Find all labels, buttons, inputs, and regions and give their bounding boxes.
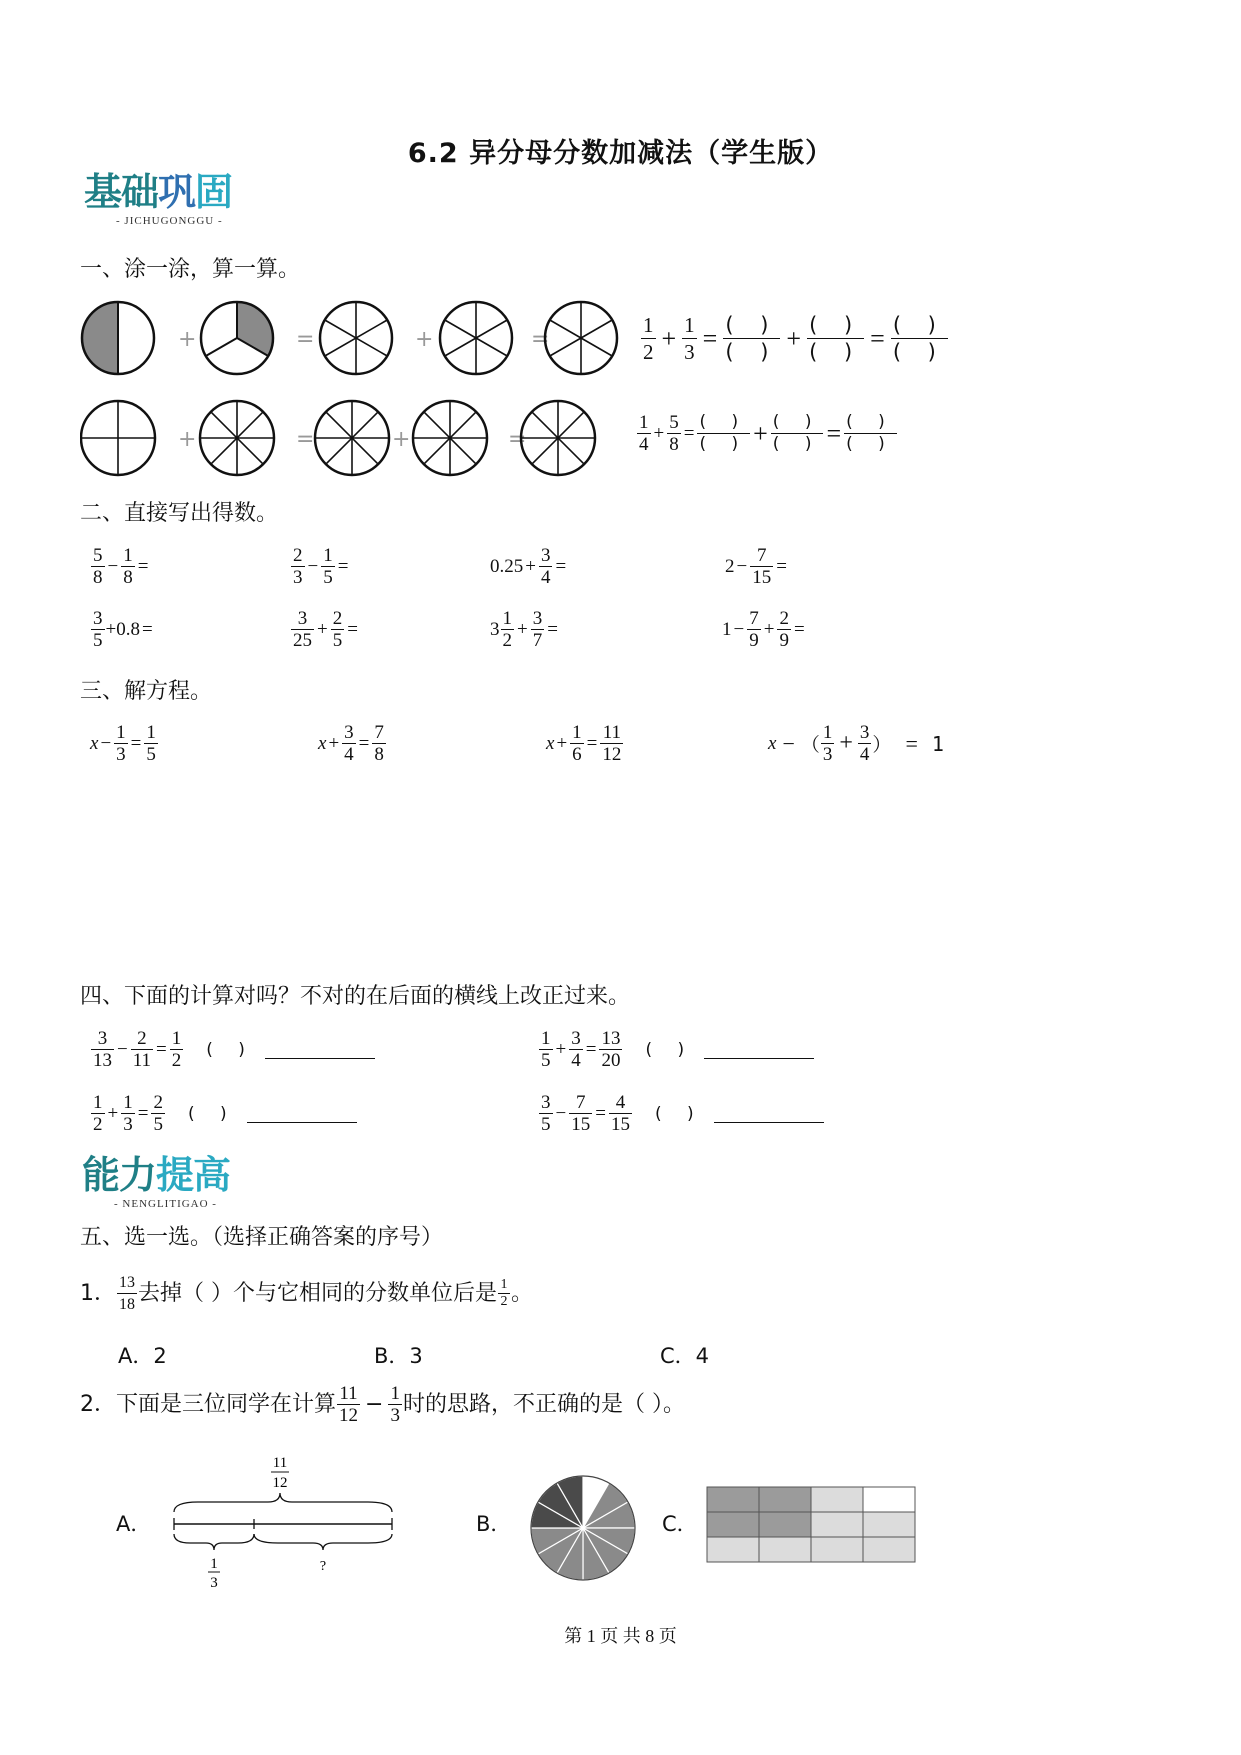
pie-diagram	[518, 1463, 648, 1593]
circle-eighths	[521, 401, 595, 475]
section2-heading: 二、直接写出得数。	[80, 501, 279, 526]
fraction-blank[interactable]: $\frac{( )}{( )}$	[772, 412, 822, 454]
equals-sign: =	[531, 327, 550, 352]
answer-paren[interactable]: ( )	[645, 1039, 695, 1060]
line-segment-diagram	[168, 1450, 408, 1590]
arith-item: $\frac{3}{5}$ +0.8 =	[93, 608, 153, 651]
check-item: $\frac{1}{5}$ + $\frac{3}{4}$ = $\frac{13}{20}$ ( )	[538, 1028, 814, 1071]
answer-line[interactable]	[265, 1057, 375, 1059]
fraction-blank[interactable]: $\frac{( )}{( )}$	[725, 313, 779, 364]
plus-sign: +	[392, 427, 411, 452]
banner-char: 提	[156, 1153, 194, 1197]
banner-nengli	[82, 1155, 230, 1195]
banner-subtitle: - JICHUGONGGU -	[116, 215, 223, 227]
section4-heading: 四、下面的计算对吗？不对的在后面的横线上改正过来。	[80, 984, 631, 1009]
option-a-label[interactable]: A．	[116, 1512, 152, 1536]
check-item: $\frac{1}{2}$ + $\frac{1}{3}$ = $\frac{2}{5}$ ( )	[90, 1092, 357, 1135]
answer-paren[interactable]: ( )	[654, 1103, 704, 1124]
fraction-blank[interactable]: $\frac{( )}{( )}$	[809, 313, 863, 364]
circle-third	[201, 302, 273, 374]
plus-sign: +	[178, 327, 197, 352]
arith-item: 3 $\frac{1}{2}$ + $\frac{3}{7}$ =	[490, 608, 558, 651]
section5-heading: 五、选一选。（选择正确答案的序号）	[80, 1225, 444, 1250]
bottom-label-num: 1	[210, 1556, 218, 1572]
arith-item: $\frac{5}{8}$ − $\frac{1}{8}$ =	[93, 545, 149, 588]
question-2: 2． 下面是三位同学在计算 $\frac{11}{12}$ − $\frac{1}{3}$ 时的思路，不正确的是（ ）。	[80, 1383, 685, 1426]
section3-heading: 三、解方程。	[80, 679, 213, 704]
fraction: $\frac{1}{2}$	[643, 313, 654, 364]
equals-sign: =	[296, 427, 315, 452]
option-a[interactable]: A．2	[118, 1344, 167, 1368]
check-item: $\frac{3}{13}$ − $\frac{2}{11}$ = $\frac{1}{2}$ ( )	[90, 1028, 375, 1071]
circle-diagrams	[80, 300, 620, 500]
bottom-label-den: 3	[210, 1575, 218, 1590]
arith-item: 1 − $\frac{7}{9}$ + $\frac{2}{9}$ =	[722, 608, 805, 651]
equation-4: x − （ $\frac{1}{3}$ + $\frac{3}{4}$ ） = 1	[768, 722, 944, 765]
plus-sign: +	[178, 427, 197, 452]
circle-quarters	[81, 401, 155, 475]
answer-paren[interactable]: ( )	[187, 1103, 237, 1124]
answer-line[interactable]	[247, 1121, 357, 1123]
equation-3: x + $\frac{1}{6}$ = $\frac{11}{12}$	[546, 722, 622, 765]
equation-1: x − $\frac{1}{3}$ = $\frac{1}{5}$	[90, 722, 156, 765]
page-footer: 第 1 页 共 8 页	[564, 1626, 677, 1646]
equation-2: x + $\frac{3}{4}$ = $\frac{7}{8}$	[318, 722, 384, 765]
banner-char: 础	[121, 170, 159, 214]
banner-char: 基	[84, 170, 122, 214]
option-c-label[interactable]: C．	[662, 1512, 698, 1536]
top-label-den: 12	[272, 1475, 288, 1491]
equals-sign: =	[508, 427, 527, 452]
page-title: 6.2 异分母分数加减法（学生版）	[407, 138, 834, 169]
answer-line[interactable]	[714, 1121, 824, 1123]
circle-half	[82, 302, 154, 374]
arith-item: $\frac{3}{25}$ + $\frac{2}{5}$ =	[293, 608, 358, 651]
grid-diagram	[706, 1486, 916, 1566]
banner-char: 高	[193, 1153, 231, 1197]
circle-eighths	[200, 401, 274, 475]
banner-char: 能	[82, 1153, 120, 1197]
fraction-blank[interactable]: $\frac{( )}{( )}$	[892, 313, 946, 364]
fraction: $\frac{5}{8}$	[669, 412, 679, 455]
section1-heading: 一、涂一涂，算一算。	[80, 257, 301, 282]
circle-sixths	[545, 302, 617, 374]
answer-line[interactable]	[704, 1057, 814, 1059]
option-b[interactable]: B．3	[374, 1344, 423, 1368]
fraction-blank[interactable]: $\frac{( )}{( )}$	[846, 412, 895, 454]
option-c[interactable]: C．4	[660, 1344, 710, 1368]
plus-sign: +	[415, 327, 434, 352]
banner-jichu	[84, 172, 232, 212]
banner-char: 固	[195, 170, 233, 214]
option-b-label[interactable]: B．	[476, 1512, 512, 1536]
equation-row2: $\frac{1}{4}$ + $\frac{5}{8}$ = $\frac{( )}{( )}$ + $\frac{( )}{( )}$ = $\frac{( )}{( )}$	[639, 412, 895, 455]
top-label-num: 11	[272, 1455, 288, 1471]
circle-sixths	[440, 302, 512, 374]
check-item: $\frac{3}{5}$ − $\frac{7}{15}$ = $\frac{4}{15}$ ( )	[538, 1092, 824, 1135]
equation-row1: $\frac{1}{2}$ + $\frac{1}{3}$ = $\frac{( )}{( )}$ + $\frac{( )}{( )}$ = $\frac{( )}{( )}$	[643, 313, 946, 364]
answer-paren[interactable]: ( )	[206, 1039, 255, 1060]
equals-sign: =	[296, 327, 315, 352]
fraction: $\frac{1}{4}$	[639, 412, 649, 455]
question-mark: ?	[319, 1559, 327, 1574]
circle-sixths	[320, 302, 392, 374]
banner-char: 力	[119, 1153, 157, 1197]
fraction-blank[interactable]: $\frac{( )}{( )}$	[699, 412, 749, 454]
question-1: 1． $\frac{13}{18}$ 去掉（ ）个与它相同的分数单位后是 $\frac{1}{2}$ 。	[80, 1274, 534, 1313]
circle-eighths	[413, 401, 487, 475]
arith-item: 2 − $\frac{7}{15}$ =	[725, 545, 787, 588]
arith-item: 0.25 + $\frac{3}{4}$ =	[490, 545, 567, 588]
fraction: $\frac{1}{3}$	[684, 313, 695, 364]
circle-eighths	[315, 401, 389, 475]
arith-item: $\frac{2}{3}$ − $\frac{1}{5}$ =	[293, 545, 349, 588]
banner-char: 巩	[158, 170, 196, 214]
banner-subtitle: - NENGLITIGAO -	[114, 1198, 217, 1210]
